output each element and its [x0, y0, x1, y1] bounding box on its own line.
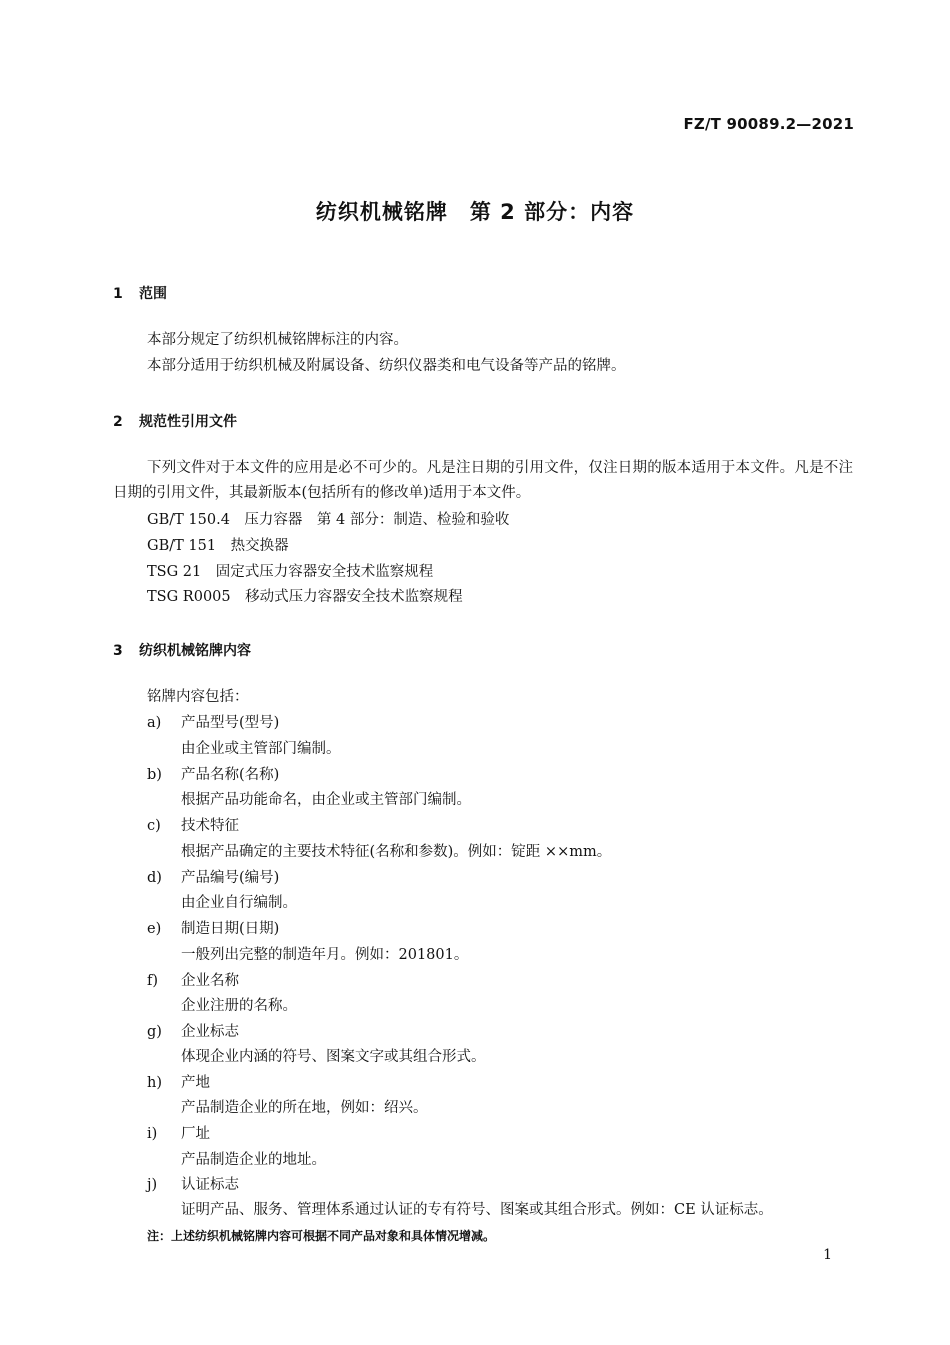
section-title: 范围	[139, 286, 167, 302]
list-item-title: 企业标志	[181, 1024, 239, 1040]
list-item-letter: g)	[147, 1024, 162, 1040]
list-item-desc: 一般列出完整的制造年月。例如：201801。	[181, 947, 469, 963]
list-item-desc: 由企业或主管部门编制。	[181, 741, 341, 757]
document-title: 纺织机械铭牌 第 2 部分：内容	[315, 200, 635, 224]
list-item-title: 产品名称(名称)	[181, 767, 280, 783]
section-note: 注：上述纺织机械铭牌内容可根据不同产品对象和具体情况增减。	[147, 1229, 496, 1243]
list-item-desc: 根据产品确定的主要技术特征(名称和参数)。例如：锭距 ××mm。	[181, 844, 612, 860]
reference-item: GB/T 150.4 压力容器 第 4 部分：制造、检验和验收	[147, 512, 510, 528]
references-paragraph: 下列文件对于本文件的应用是必不可少的。凡是注日期的引用文件，仅注日期的版本适用于本文件。凡是不注日期的引用文件，其最新版本(包括所有的修改单)适用于本文件。	[113, 460, 853, 501]
list-item-letter: j)	[147, 1177, 158, 1193]
reference-item: GB/T 151 热交换器	[147, 538, 289, 554]
reference-item: TSG R0005 移动式压力容器安全技术监察规程	[147, 589, 463, 605]
list-item-title: 产地	[181, 1075, 210, 1091]
section-title: 规范性引用文件	[139, 414, 237, 430]
section-title: 纺织机械铭牌内容	[139, 643, 251, 659]
list-item-letter: b)	[147, 767, 162, 783]
list-item-desc: 由企业自行编制。	[181, 895, 297, 911]
list-item-title: 厂址	[181, 1126, 210, 1142]
list-item-letter: a)	[147, 715, 162, 731]
list-item-title: 技术特征	[181, 818, 239, 834]
list-item-letter: e)	[147, 921, 162, 937]
section-number: 1	[113, 286, 123, 302]
list-item-letter: h)	[147, 1075, 162, 1091]
list-item-letter: d)	[147, 870, 162, 886]
list-item-desc: 证明产品、服务、管理体系通过认证的专有符号、图案或其组合形式。例如：CE 认证标志。	[181, 1202, 773, 1218]
list-item-letter: f)	[147, 973, 159, 989]
section-1-heading	[113, 283, 167, 303]
list-item-title: 产品编号(编号)	[181, 870, 280, 886]
list-item-desc: 根据产品功能命名，由企业或主管部门编制。	[181, 792, 471, 808]
reference-item: TSG 21 固定式压力容器安全技术监察规程	[147, 564, 434, 580]
section-3-heading	[113, 640, 251, 660]
list-item-letter: c)	[147, 818, 161, 834]
page-number: 1	[823, 1247, 832, 1263]
list-item-desc: 企业注册的名称。	[181, 998, 297, 1014]
list-item-desc: 体现企业内涵的符号、图案文字或其组合形式。	[181, 1049, 486, 1065]
section-2-heading	[113, 411, 237, 431]
list-item-title: 认证标志	[181, 1177, 239, 1193]
list-intro: 铭牌内容包括：	[147, 689, 249, 705]
scope-line-1: 本部分规定了纺织机械铭牌标注的内容。	[147, 332, 408, 348]
list-item-title: 企业名称	[181, 973, 239, 989]
section-number: 2	[113, 414, 123, 430]
section-number: 3	[113, 643, 123, 659]
scope-line-2: 本部分适用于纺织机械及附属设备、纺织仪器类和电气设备等产品的铭牌。	[147, 358, 626, 374]
list-item-title: 制造日期(日期)	[181, 921, 280, 937]
list-item-desc: 产品制造企业的地址。	[181, 1152, 326, 1168]
list-item-title: 产品型号(型号)	[181, 715, 280, 731]
standard-code: FZ/T 90089.2—2021	[683, 115, 854, 133]
list-item-desc: 产品制造企业的所在地，例如：绍兴。	[181, 1100, 428, 1116]
list-item-letter: i)	[147, 1126, 158, 1142]
